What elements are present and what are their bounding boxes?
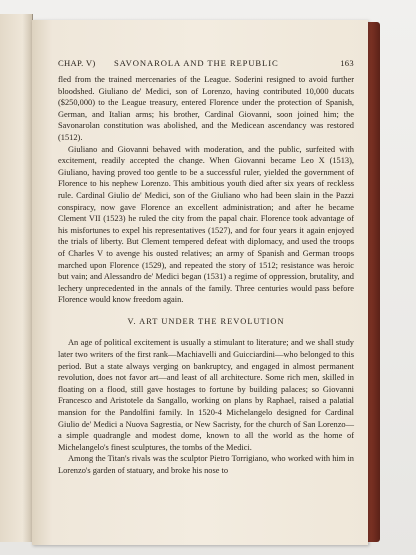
page-number: 163: [340, 58, 354, 68]
paragraph: fled from the trained mercenaries of the League. Soderini resigned to avoid further bloodshed. Giuliano de' Medici, son of Lorenzo, having contributed 10,000 ducats ($250,000) to the League treasury, entered Florence under the protection of Spanish, German, and Italian arms; his brother, Cardinal Giovanni, soon joined him; the Savonarolan constitution was abolished, and the Medicean ascendancy was restored (1512).: [58, 75, 354, 142]
book-cover-edge: [366, 22, 380, 542]
left-page-edge: [0, 14, 33, 542]
paragraph: An age of political excitement is usually a stimulant to literature; and we shall study later two writers of the first rank—Machiavelli and Guicciardini—who belonged to this period. But a state always verging on bankruptcy, and engaged in almost permanent revolution, does not favor art—and least of all architecture. Some rich men, skilled in floating on a flood, still gave hostages to fortune by building palaces; so Giovanni Francesco and Aristotele da Sangallo, working on plans by Raphael, raised a palatial mansion for the Pandolfini family. In 1520-4 Michelangelo designed for Cardinal Giulio de' Medici a Nuova Sagrestia, or New Sacristy, for the church of San Lorenzo—a simple quadrangle and modest dome, known to all the world as the home of Michelangelo's finest sculptures, the tombs of the Medici.: [58, 338, 354, 452]
running-header: [58, 58, 354, 70]
paragraph: Among the Titan's rivals was the sculptor Pietro Torrigiano, who worked with him in Lorenzo's garden of statuary, and broke his nose to: [58, 454, 354, 475]
right-page: [32, 20, 368, 545]
running-title: SAVONAROLA AND THE REPUBLIC: [114, 58, 279, 68]
section-heading: V. ART UNDER THE REVOLUTION: [127, 316, 285, 326]
paragraph: Giuliano and Giovanni behaved with moderation, and the public, surfeited with excitement, readily accepted the change. When Giovanni became Leo X (1513), Giuliano, having proved too gentle to be a successful ruler, yielded the government of Florence to his nephew Lorenzo. This ambitious youth died after six years of reckless rule. Cardinal Giulio de' Medici, son of the Giuliano who had been slain in the Pazzi conspiracy, now gave Florence an excellent administration; and after he became Clement VII (1523) he ruled the city from the papal chair. Florence took advantage of his misfortunes to expel his representatives (1527), and for four years it again enjoyed the trials of liberty. But Clement tempered defeat with diplomacy, and used the troops of Charles V to avenge his ousted relatives; an army of Spanish and German troops marched upon Florence (1529), and repeated the story of 1512; resistance was heroic but vain; and Alessandro de' Medici began (1531) a regime of oppression, brutality, and lechery unprecedented in the annals of the family. Three centuries would pass before Florence would know freedom again.: [58, 144, 354, 305]
chapter-label: CHAP. V): [58, 58, 96, 68]
page-body: [58, 74, 354, 477]
